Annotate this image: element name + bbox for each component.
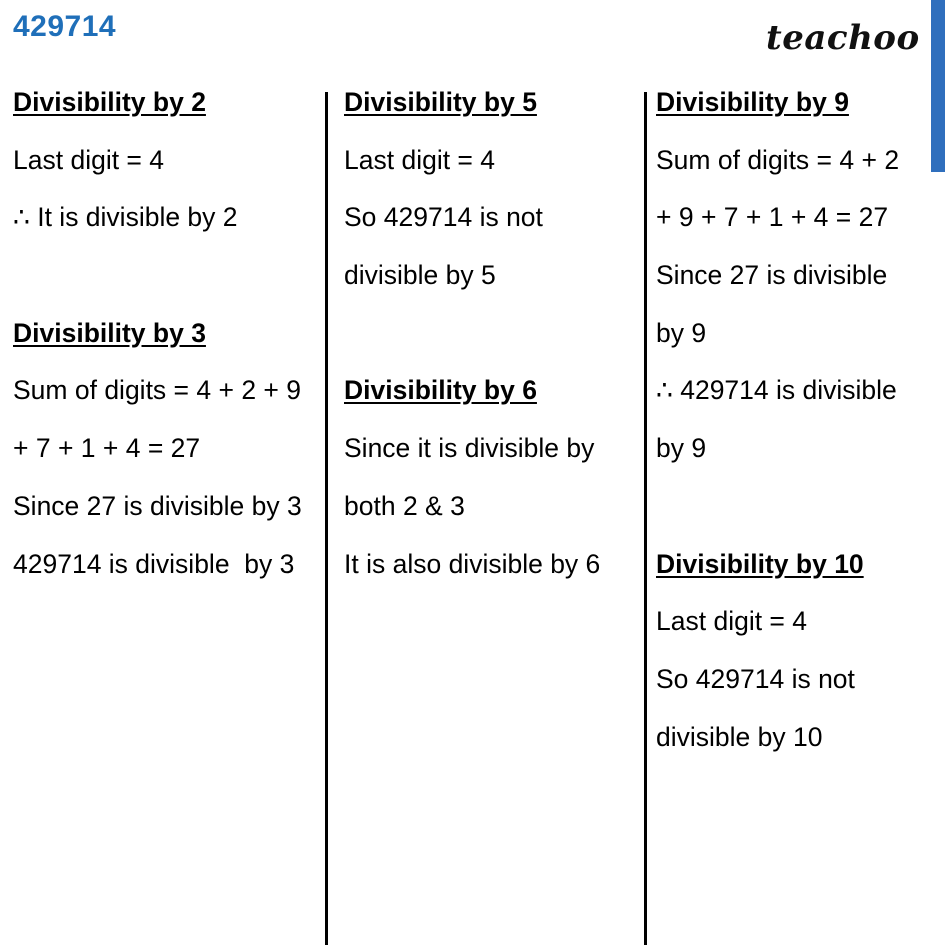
text-line: divisible by 10: [656, 721, 823, 752]
text-line: divisible by 5: [344, 260, 496, 291]
text-line: Since 27 is divisible: [656, 260, 888, 291]
text-line: by 9: [656, 317, 707, 348]
spacer: [13, 259, 323, 317]
section-heading: Divisibility by 2: [13, 87, 206, 117]
text-line: by 9: [656, 433, 707, 464]
text-line: + 7 + 1 + 4 = 27: [13, 433, 201, 464]
page-title: 429714: [13, 10, 117, 43]
section-heading: Divisibility by 6: [344, 375, 537, 406]
column-divisibility-5-6: [344, 86, 639, 605]
text-line: + 9 + 7 + 1 + 4 = 27: [656, 202, 889, 233]
text-line: Last digit = 4: [13, 144, 165, 175]
text-line: It is also divisible by 6: [344, 548, 601, 579]
teachoo-logo: teachoo: [766, 18, 920, 58]
column-divider-1: [325, 92, 328, 945]
text-line: Sum of digits = 4 + 2 + 9: [13, 375, 301, 406]
section-heading: Divisibility by 9: [656, 87, 849, 117]
text-line: ∴ It is divisible by 2: [13, 202, 238, 233]
scrollbar-thumb[interactable]: [931, 0, 945, 172]
text-line: Sum of digits = 4 + 2: [656, 144, 900, 175]
text-line: both 2 & 3: [344, 490, 465, 521]
text-line: Last digit = 4: [656, 606, 808, 637]
column-divisibility-9-10: [656, 86, 928, 778]
spacer: [656, 490, 928, 548]
text-line: Last digit = 4: [344, 144, 496, 175]
section-heading: Divisibility by 3: [13, 317, 206, 348]
column-divider-2: [644, 92, 647, 945]
text-line: Since 27 is divisible by 3: [13, 490, 302, 521]
text-line: So 429714 is not: [344, 202, 543, 233]
column-divisibility-2-3: [13, 86, 323, 605]
spacer: [344, 317, 639, 375]
section-heading: Divisibility by 10: [656, 548, 864, 579]
text-line: Since it is divisible by: [344, 433, 595, 464]
text-line: 429714 is divisible by 3: [13, 548, 295, 579]
text-line: ∴ 429714 is divisible: [656, 375, 897, 406]
text-line: So 429714 is not: [656, 663, 855, 694]
section-heading: Divisibility by 5: [344, 87, 537, 117]
